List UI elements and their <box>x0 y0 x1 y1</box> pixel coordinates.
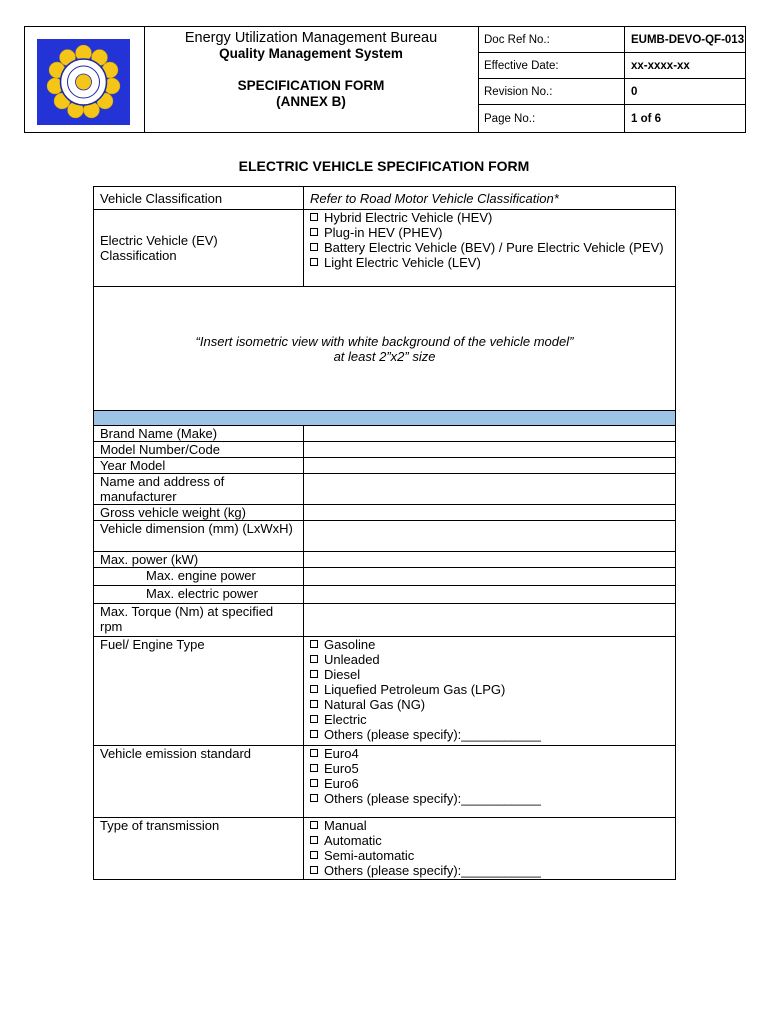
option-label: Diesel <box>324 667 361 682</box>
form-title: ELECTRIC VEHICLE SPECIFICATION FORM <box>238 158 530 174</box>
list-item[interactable] <box>310 652 669 667</box>
table-row <box>94 474 676 505</box>
table-row <box>94 426 676 442</box>
torque-input[interactable] <box>304 604 676 637</box>
table-row <box>94 818 676 880</box>
row-label: Max. engine power <box>94 568 304 586</box>
model-input[interactable] <box>304 442 676 458</box>
list-item[interactable] <box>310 255 669 270</box>
table-row <box>94 746 676 818</box>
option-label: Natural Gas (NG) <box>324 697 426 712</box>
row-label: Gross vehicle weight (kg) <box>94 505 304 521</box>
list-item[interactable] <box>310 240 669 255</box>
meta-row <box>478 105 745 134</box>
list-item[interactable] <box>310 863 669 878</box>
list-item[interactable] <box>310 697 669 712</box>
transmission-options <box>304 818 676 880</box>
meta-value: xx-xxxx-xx <box>625 53 746 79</box>
option-label: Hybrid Electric Vehicle (HEV) <box>324 210 493 225</box>
header-title-cell <box>144 27 479 132</box>
org-name: Energy Utilization Management Bureau <box>184 30 438 46</box>
option-label: Liquefied Petroleum Gas (LPG) <box>324 682 506 697</box>
checkbox-icon[interactable] <box>310 700 318 708</box>
row-label: Brand Name (Make) <box>94 426 304 442</box>
placeholder-line-1: “Insert isometric view with white background of the vehicle model” <box>195 333 574 349</box>
option-label: Unleaded <box>324 652 380 667</box>
table-row <box>94 586 676 604</box>
document-header <box>24 26 746 133</box>
logo-cell <box>25 27 145 132</box>
meta-label: Revision No.: <box>478 79 625 105</box>
table-row <box>94 604 676 637</box>
list-item[interactable] <box>310 746 669 761</box>
list-item[interactable] <box>310 791 669 806</box>
list-item[interactable] <box>310 225 669 240</box>
max-power-input[interactable] <box>304 552 676 568</box>
engine-power-input[interactable] <box>304 568 676 586</box>
list-item[interactable] <box>310 667 669 682</box>
option-label: Others (please specify):___________ <box>324 863 541 878</box>
row-label: Electric Vehicle (EV) Classification <box>94 210 304 287</box>
checkbox-icon[interactable] <box>310 779 318 787</box>
document-meta-table <box>478 27 745 133</box>
checkbox-icon[interactable] <box>310 685 318 693</box>
checkbox-icon[interactable] <box>310 866 318 874</box>
meta-value: 0 <box>625 79 746 105</box>
meta-row <box>478 27 745 53</box>
year-input[interactable] <box>304 458 676 474</box>
form-name: SPECIFICATION FORM <box>237 78 385 93</box>
row-label: Max. Torque (Nm) at specified rpm <box>94 604 304 637</box>
list-item[interactable] <box>310 776 669 791</box>
specification-table <box>93 186 676 880</box>
list-item[interactable] <box>310 818 669 833</box>
checkbox-icon[interactable] <box>310 715 318 723</box>
table-row <box>94 442 676 458</box>
option-label: Manual <box>324 818 367 833</box>
placeholder-line-2: at least 2”x2” size <box>333 348 436 364</box>
meta-label: Doc Ref No.: <box>478 27 625 53</box>
image-placeholder-row <box>94 287 676 411</box>
system-name: Quality Management System <box>219 46 403 61</box>
table-row <box>94 552 676 568</box>
list-item[interactable] <box>310 833 669 848</box>
meta-row <box>478 79 745 105</box>
option-label: Others (please specify):___________ <box>324 791 541 806</box>
option-label: Automatic <box>324 833 382 848</box>
list-item[interactable] <box>310 848 669 863</box>
checkbox-icon[interactable] <box>310 851 318 859</box>
manufacturer-input[interactable] <box>304 474 676 505</box>
checkbox-icon[interactable] <box>310 670 318 678</box>
electric-power-input[interactable] <box>304 586 676 604</box>
option-label: Euro5 <box>324 761 359 776</box>
image-placeholder[interactable] <box>94 287 676 411</box>
row-label: Year Model <box>94 458 304 474</box>
row-value: Refer to Road Motor Vehicle Classification* <box>304 187 676 210</box>
checkbox-icon[interactable] <box>310 794 318 802</box>
checkbox-icon[interactable] <box>310 749 318 757</box>
row-label: Max. electric power <box>94 586 304 604</box>
annex-label: (ANNEX B) <box>276 94 346 109</box>
meta-label: Effective Date: <box>478 53 625 79</box>
table-row <box>94 210 676 287</box>
meta-value: 1 of 6 <box>625 105 746 134</box>
option-label: Semi-automatic <box>324 848 415 863</box>
list-item[interactable] <box>310 761 669 776</box>
meta-label: Page No.: <box>484 113 536 125</box>
row-label: Name and address of manufacturer <box>94 474 304 505</box>
row-label: Model Number/Code <box>94 442 304 458</box>
table-row <box>94 505 676 521</box>
table-row <box>94 458 676 474</box>
checkbox-icon[interactable] <box>310 258 318 266</box>
checkbox-icon[interactable] <box>310 228 318 236</box>
meta-value: EUMB-DEVO-QF-013 <box>625 27 746 53</box>
checkbox-icon[interactable] <box>310 655 318 663</box>
row-label: Type of transmission <box>94 818 304 880</box>
list-item[interactable] <box>310 712 669 727</box>
checkbox-icon[interactable] <box>310 764 318 772</box>
table-row <box>94 521 676 552</box>
checkbox-icon[interactable] <box>310 640 318 648</box>
ev-classification-options <box>304 210 676 287</box>
brand-input[interactable] <box>304 426 676 442</box>
row-label: Vehicle Classification <box>94 187 304 210</box>
table-row <box>94 568 676 586</box>
fuel-type-options <box>304 637 676 746</box>
option-label: Euro4 <box>324 746 359 761</box>
option-label: Plug-in HEV (PHEV) <box>324 225 443 240</box>
dimension-input[interactable] <box>304 521 676 552</box>
emission-options <box>304 746 676 818</box>
list-item[interactable] <box>310 682 669 697</box>
list-item[interactable] <box>310 637 669 652</box>
option-label: Others (please specify):___________ <box>324 727 541 742</box>
section-separator <box>94 411 676 426</box>
checkbox-icon[interactable] <box>310 821 318 829</box>
checkbox-icon[interactable] <box>310 213 318 221</box>
checkbox-icon[interactable] <box>310 243 318 251</box>
checkbox-icon[interactable] <box>310 730 318 738</box>
row-label: Vehicle emission standard <box>94 746 304 818</box>
option-label: Gasoline <box>324 637 376 652</box>
table-row <box>94 637 676 746</box>
option-label: Light Electric Vehicle (LEV) <box>324 255 481 270</box>
weight-input[interactable] <box>304 505 676 521</box>
list-item[interactable] <box>310 727 669 742</box>
checkbox-icon[interactable] <box>310 836 318 844</box>
separator-cell <box>94 411 676 426</box>
option-label: Battery Electric Vehicle (BEV) / Pure Electric Vehicle (PEV) <box>324 240 664 255</box>
row-label: Fuel/ Engine Type <box>94 637 304 746</box>
meta-row <box>478 53 745 79</box>
row-label: Vehicle dimension (mm) (LxWxH) <box>94 521 304 552</box>
option-label: Electric <box>324 712 367 727</box>
table-row <box>94 187 676 210</box>
list-item[interactable] <box>310 210 669 225</box>
row-label: Max. power (kW) <box>94 552 304 568</box>
department-seal-logo <box>37 39 130 125</box>
option-label: Euro6 <box>324 776 359 791</box>
